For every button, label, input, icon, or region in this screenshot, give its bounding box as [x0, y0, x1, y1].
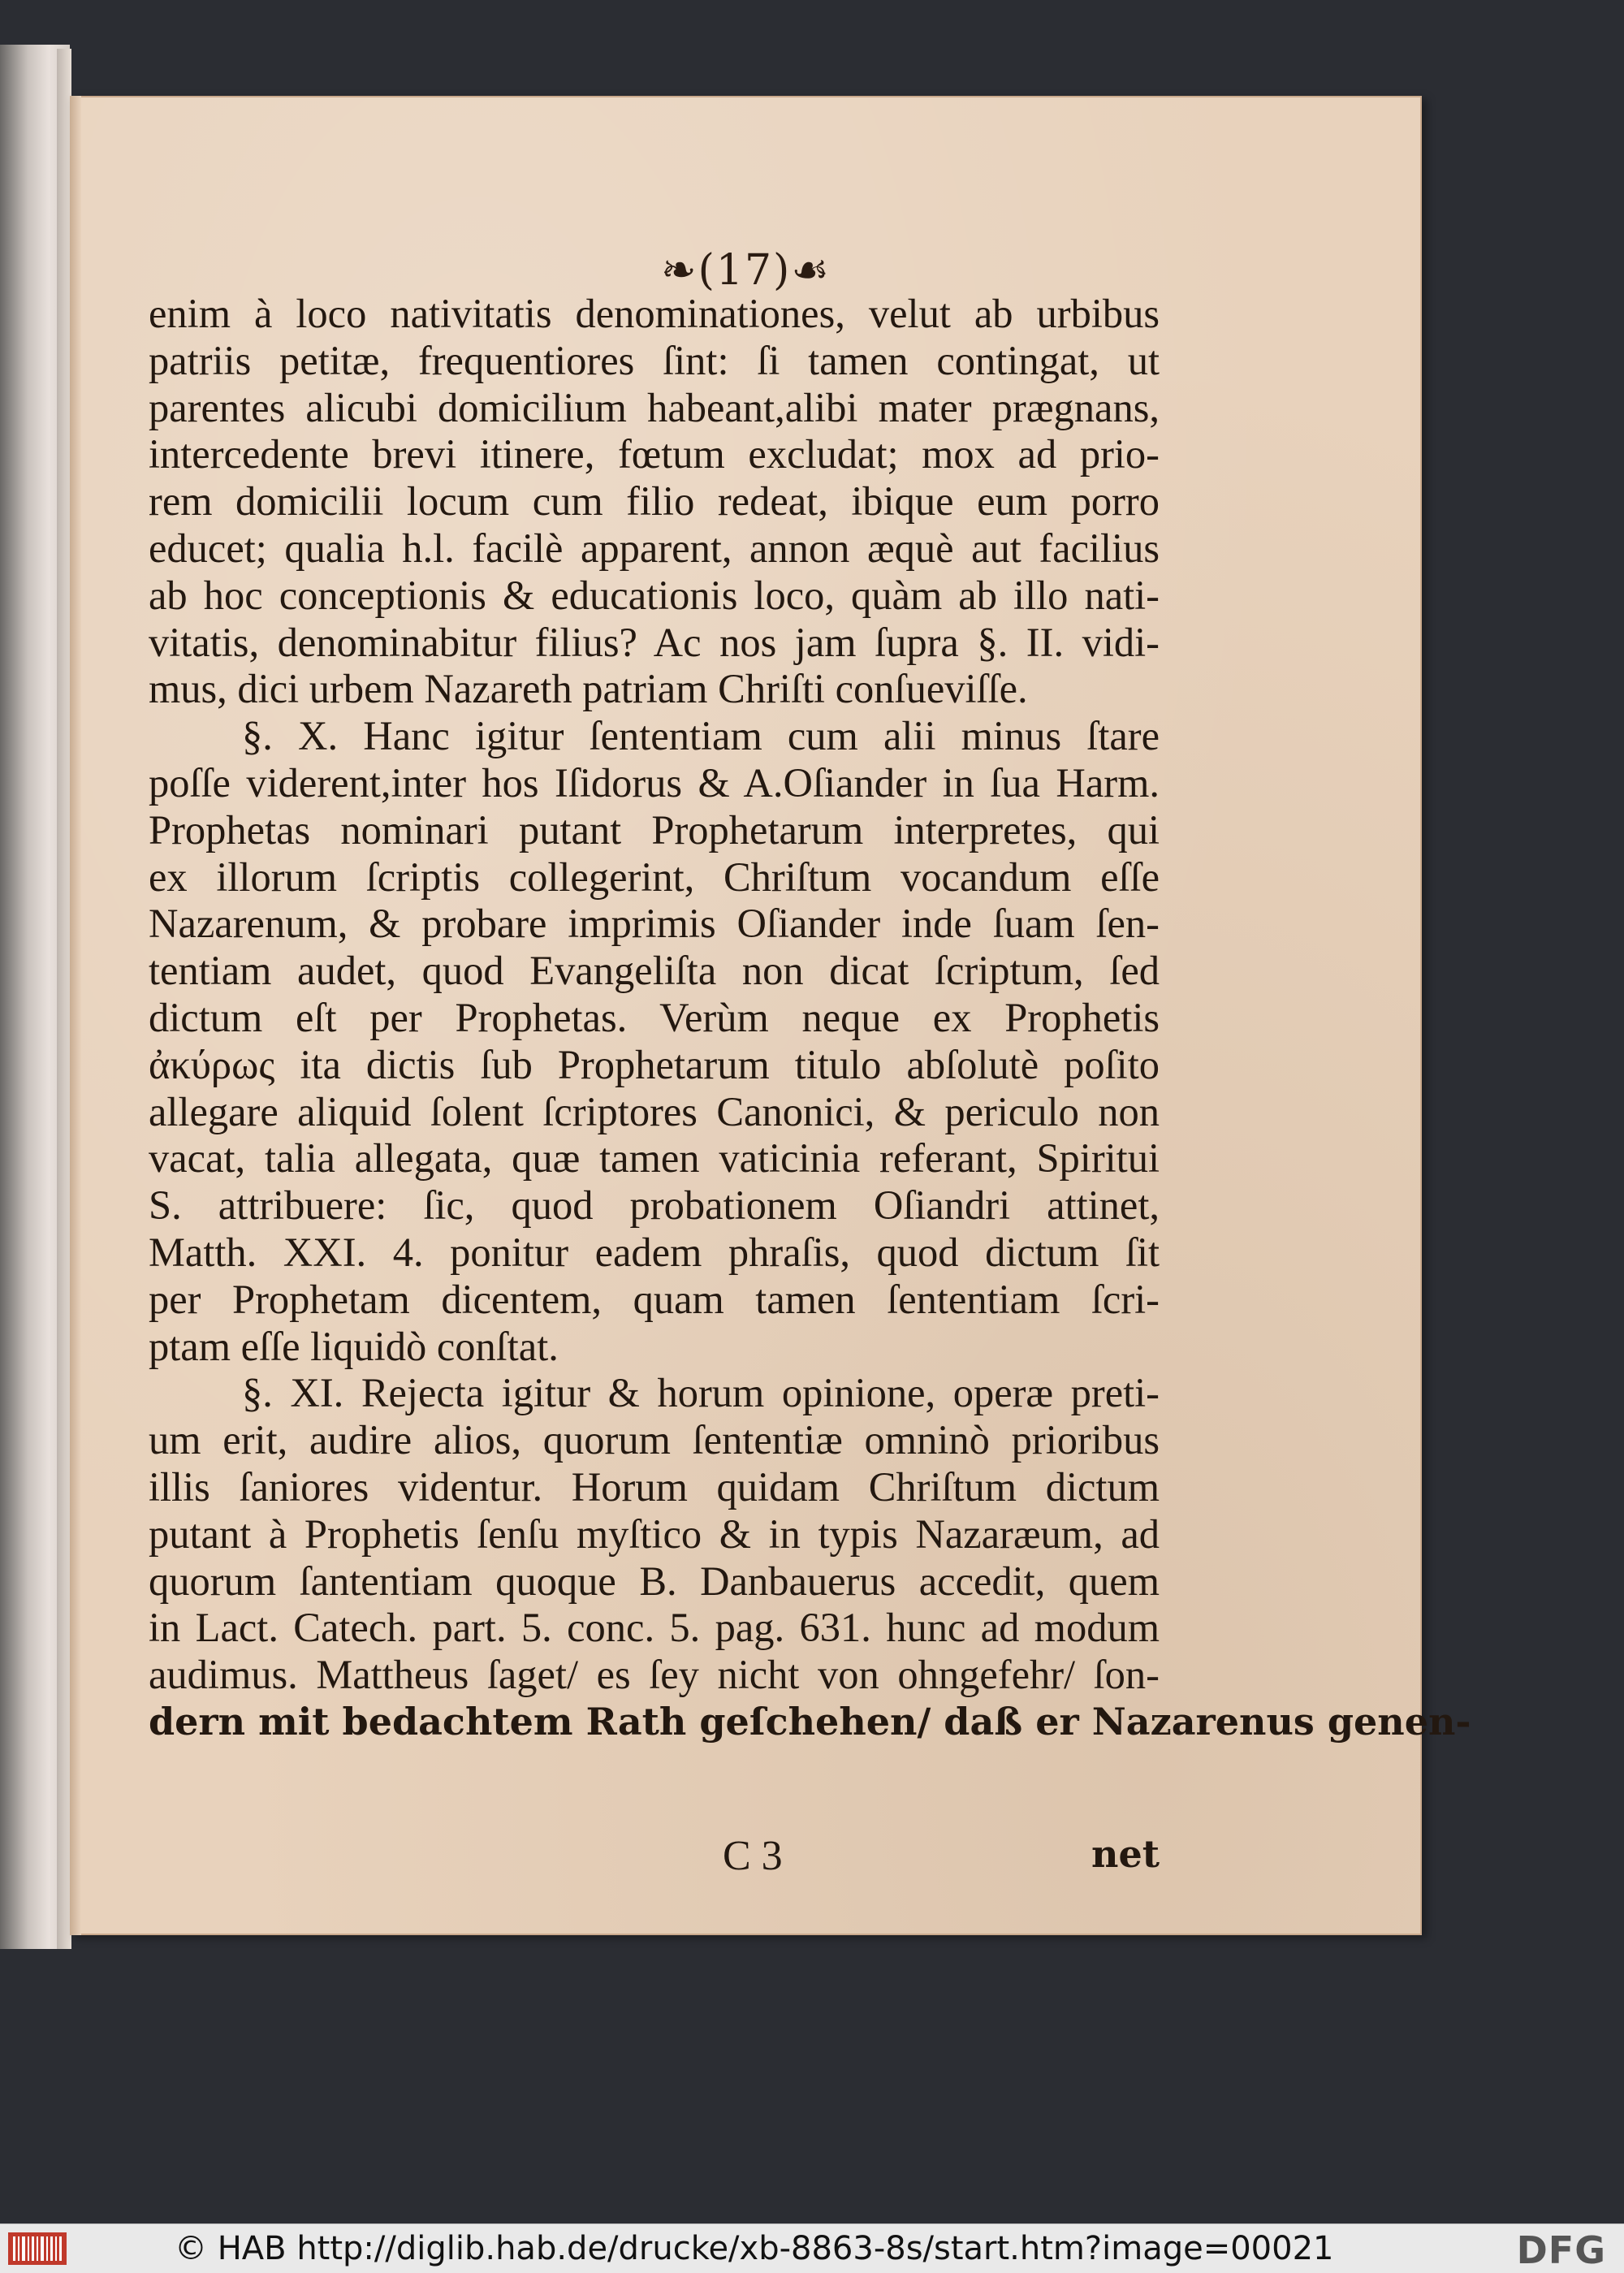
section-xi-heading-line: §. XI. Rejecta igitur & horum opinione, operæ preti-	[242, 1370, 1160, 1416]
text-line: poſſe viderent,inter hos Iſidorus & A.Oſiander in ſua Harm.	[149, 759, 1160, 806]
book-page	[70, 96, 1471, 1935]
text-line: quorum ſantentiam quoque B. Danbauerus accedit, quem	[149, 1558, 1160, 1604]
text-line: S. attribuere: ſic, quod probationem Oſiandri attinet,	[149, 1182, 1160, 1229]
catchword: net	[1091, 1832, 1160, 1876]
text-line: Nazarenum, & probare imprimis Oſiander inde ſuam ſen-	[149, 901, 1160, 947]
dfg-logo: DFG	[1516, 2228, 1606, 2272]
source-url-link[interactable]: © HAB http://diglib.hab.de/drucke/xb-8863-8s/start.htm?image=00021	[175, 2230, 1334, 2267]
text-line: enim à loco nativitatis denominationes, velut ab urbibus	[149, 291, 1160, 336]
text-line: per Prophetam dicentem, quam tamen ſententiam ſcri-	[149, 1276, 1160, 1322]
text-line: rem domicilii locum cum filio redeat, ibique eum porro	[149, 478, 1160, 525]
text-line: ex illorum ſcriptis collegerint, Chriſtum vocandum eſſe	[149, 853, 1160, 900]
barcode-icon	[8, 2232, 67, 2265]
text-line: patriis petitæ, frequentiores ſint: ſi tamen contingat, ut	[149, 337, 1160, 383]
text-line: allegare aliquid ſolent ſcriptores Canonici, & periculo non	[149, 1088, 1160, 1134]
text-line: audimus. Mattheus ſaget/ es ſey nicht von ohngefehr/ ſon-	[149, 1652, 1160, 1698]
text-line: dictum eſt per Prophetas. Verùm neque ex Prophetis	[149, 994, 1160, 1040]
footer-bar	[0, 2223, 1624, 2273]
fraktur-text-line: dern mit bedachtem Rath geſchehen/ daß er Nazarenus genen-	[149, 1699, 1471, 1744]
text-line: in Lact. Catech. part. 5. conc. 5. pag. 631. hunc ad modum	[149, 1605, 1160, 1651]
text-line: Matth. XXI. 4. ponitur eadem phraſis, quod dictum ſit	[149, 1229, 1160, 1275]
ornament-left-icon: ❧	[661, 246, 698, 295]
text-line: intercedente brevi itinere, fœtum excludat; mox ad prio-	[149, 431, 1160, 478]
text-line: um erit, audire alios, quorum ſententiæ omninò prioribus	[149, 1417, 1160, 1463]
text-line: parentes alicubi domicilium habeant,alibi mater prægnans,	[149, 384, 1160, 430]
text-line: putant à Prophetis ſenſu myſtico & in typis Nazaræum, ad	[149, 1510, 1160, 1557]
text-line: mus, dici urbem Nazareth patriam Chriſti conſueviſſe.	[149, 666, 1028, 712]
printer-signature: C 3	[723, 1833, 783, 1879]
page-number-header	[70, 246, 1422, 295]
text-line: vitatis, denominabitur filius? Ac nos jam ſupra §. II. vidi-	[149, 619, 1160, 665]
page-number: (17)	[698, 246, 792, 295]
text-line: illis ſaniores videntur. Horum quidam Chriſtum dictum	[149, 1463, 1160, 1510]
text-line: tentiam audet, quod Evangeliſta non dicat ſcriptum, ſed	[149, 948, 1160, 994]
text-line: Prophetas nominari putant Prophetarum interpretes, qui	[149, 806, 1160, 853]
text-line: ptam eſſe liquidò conſtat.	[149, 1323, 559, 1369]
text-line: educet; qualia h.l. facilè apparent, annon æquè aut facilius	[149, 525, 1160, 571]
body-text	[149, 291, 1471, 1746]
text-line: ab hoc conceptionis & educationis loco, quàm ab illo nati-	[149, 572, 1160, 618]
ornament-right-icon: ☙	[791, 246, 831, 295]
text-line: ἀκύρως ita dictis ſub Prophetarum titulo abſolutè poſito	[149, 1041, 1160, 1087]
page-gutter	[70, 96, 81, 1935]
signature-row	[149, 1832, 1160, 1881]
text-line: vacat, talia allegata, quæ tamen vaticinia referant, Spiritui	[149, 1135, 1160, 1182]
section-x-heading-line: §. X. Hanc igitur ſententiam cum alii minus ſtare	[242, 713, 1160, 759]
